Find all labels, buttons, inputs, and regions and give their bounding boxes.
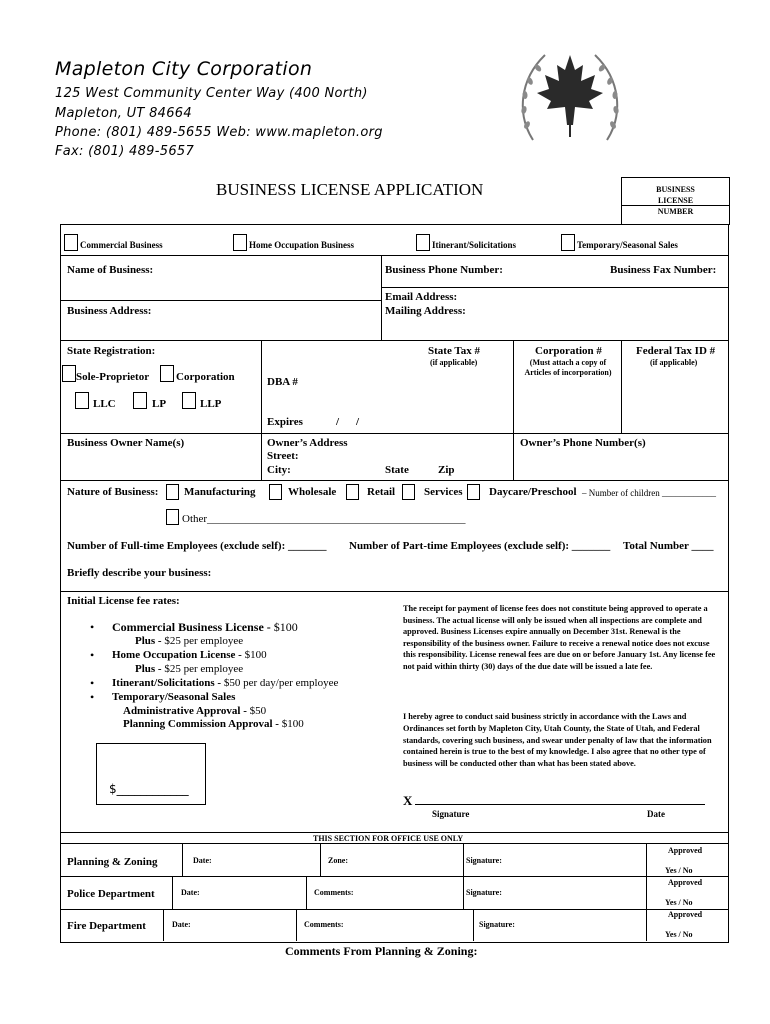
commercial-fee-amount: $100	[273, 620, 298, 634]
state-registration-label: State Registration:	[67, 345, 156, 357]
owner-state-field[interactable]: State	[385, 464, 409, 476]
lp-label: LP	[152, 398, 167, 410]
llc-checkbox[interactable]	[75, 392, 89, 409]
fee-amount-field: $____________	[109, 782, 189, 796]
signature-date-label: Date	[647, 809, 665, 819]
commercial-fee-line	[112, 620, 298, 635]
owner-address-label: Owner’s Address	[267, 437, 348, 449]
agreement-text: I hereby agree to conduct said business strictly in accordance with the Laws and Ordinances set forth by Mapleton City, Utah County, the State of Utah, and Federal standards, covering such business, and swear under penalty of law that the information contained herein is true to the best of my knowledge. I also agree that no other type of business will be conducted other than what has been stated above.	[403, 712, 712, 769]
children-count-field[interactable]: – Number of children ____________	[582, 488, 716, 498]
llc-label: LLC	[93, 398, 116, 410]
state-tax-note: (if applicable)	[430, 358, 478, 367]
email-field[interactable]: Email Address:	[385, 291, 458, 303]
police-comments-field[interactable]: Comments:	[314, 888, 354, 897]
signature-label: Signature	[432, 809, 470, 819]
other-checkbox[interactable]	[166, 509, 179, 525]
admin-fee-label: Administrative Approval -	[123, 705, 250, 717]
bullet-3: •	[90, 676, 95, 690]
planning-yes-no[interactable]: Yes / No	[665, 866, 693, 875]
lp-checkbox[interactable]	[133, 392, 147, 409]
planning-approved-label: Approved	[668, 846, 703, 855]
itinerant-fee-amount: $50 per day/per employee	[223, 677, 339, 689]
org-address: 125 West Community Center Way (400 North)	[55, 86, 368, 101]
planning-fee-label: Planning Commission Approval -	[123, 718, 282, 730]
license-number-label: BUSINESS LICENSE NUMBER	[656, 185, 695, 216]
fire-date-field[interactable]: Date:	[172, 920, 191, 929]
corporation-label: Corporation	[176, 371, 235, 383]
corporation-number-note: (Must attach a copy of Articles of incorporation)	[524, 358, 612, 377]
police-date-field[interactable]: Date:	[181, 888, 200, 897]
dba-field[interactable]: DBA #	[267, 376, 298, 388]
org-name: Mapleton City Corporation	[55, 58, 313, 80]
other-field[interactable]: Other_______________________________________________	[182, 513, 466, 525]
services-checkbox[interactable]	[402, 484, 415, 500]
fire-yes-no[interactable]: Yes / No	[665, 930, 693, 939]
llp-checkbox[interactable]	[182, 392, 196, 409]
itinerant-fee-label: Itinerant/Solicitations -	[112, 677, 224, 689]
plus-label-2: Plus -	[135, 663, 165, 675]
planning-signature-field[interactable]: Signature:	[466, 856, 502, 865]
part-time-employees-field[interactable]: Number of Part-time Employees (exclude self): _______	[349, 540, 611, 552]
commercial-business-label: Commercial Business	[80, 240, 163, 250]
mailing-address-field[interactable]: Mailing Address:	[385, 305, 466, 317]
services-label: Services	[424, 486, 463, 498]
sole-proprietor-label: Sole-Proprietor	[76, 371, 150, 383]
expires-slash-1: /	[336, 416, 340, 428]
police-department-label: Police Department	[67, 888, 155, 900]
police-approved-label: Approved	[668, 878, 703, 887]
signature-x: X	[403, 793, 413, 808]
planning-zone-field[interactable]: Zone:	[328, 856, 348, 865]
federal-tax-note: (if applicable)	[650, 358, 698, 367]
itinerant-fee-line	[112, 677, 338, 689]
org-fax: Fax: (801) 489-5657	[55, 144, 195, 159]
commercial-fee-label: Commercial Business License -	[112, 620, 274, 634]
daycare-checkbox[interactable]	[467, 484, 480, 500]
owner-zip-field[interactable]: Zip	[438, 464, 455, 476]
form-title: BUSINESS LICENSE APPLICATION	[216, 180, 484, 199]
retail-label: Retail	[367, 486, 396, 498]
wholesale-checkbox[interactable]	[269, 484, 282, 500]
admin-fee-line	[123, 705, 266, 717]
planning-fee-amount: $100	[281, 718, 304, 730]
temporary-fee-label: Temporary/Seasonal Sales	[112, 691, 236, 703]
fire-comments-field[interactable]: Comments:	[304, 920, 344, 929]
owner-phone-field[interactable]: Owner’s Phone Number(s)	[520, 437, 646, 449]
daycare-label: Daycare/Preschool	[489, 486, 577, 498]
plus-amount-1: $25 per employee	[164, 635, 244, 647]
planning-fee-line	[123, 718, 304, 730]
expires-slash-2: /	[356, 416, 360, 428]
police-yes-no[interactable]: Yes / No	[665, 898, 693, 907]
office-use-header: THIS SECTION FOR OFFICE USE ONLY	[313, 834, 464, 843]
business-phone-field[interactable]: Business Phone Number:	[385, 264, 503, 276]
home-fee-label: Home Occupation License -	[112, 649, 245, 661]
owner-street-field[interactable]: Street:	[267, 450, 299, 462]
license-notice: The receipt for payment of license fees does not constitute being approved to operate a business. The actual license will only be issued when all inspections are complete and approved. Business Licenses expire annually on December 31st. Renewal is the responsibility of the business owner. Failure to receive a renewal notice does not excuse this responsibility. License renewal fees are due on or before January 1st. Any license fee not paid within thirty (30) days of the due date will be issued a late fee.	[403, 604, 716, 671]
fire-signature-field[interactable]: Signature:	[479, 920, 515, 929]
bullet-4: •	[90, 690, 95, 704]
wholesale-label: Wholesale	[288, 486, 337, 498]
commercial-business-checkbox[interactable]	[64, 234, 78, 251]
total-employees-field[interactable]: Total Number ____	[623, 540, 714, 552]
federal-tax-field[interactable]: Federal Tax ID #	[636, 345, 716, 357]
plus-fee-2	[135, 663, 243, 675]
license-number-box[interactable]	[621, 177, 730, 225]
sole-proprietor-checkbox[interactable]	[62, 365, 76, 382]
home-occupation-checkbox[interactable]	[233, 234, 247, 251]
business-name-field[interactable]: Name of Business:	[67, 264, 154, 276]
itinerant-checkbox[interactable]	[416, 234, 430, 251]
retail-checkbox[interactable]	[346, 484, 359, 500]
fire-department-label: Fire Department	[67, 920, 146, 932]
manufacturing-label: Manufacturing	[184, 486, 256, 498]
home-fee-amount: $100	[244, 649, 267, 661]
home-occupation-label: Home Occupation Business	[249, 240, 355, 250]
police-signature-field[interactable]: Signature:	[466, 888, 502, 897]
owner-name-field[interactable]: Business Owner Name(s)	[67, 437, 185, 449]
corporation-number-field[interactable]: Corporation #	[535, 345, 602, 357]
admin-fee-amount: $50	[249, 705, 267, 717]
business-address-field[interactable]: Business Address:	[67, 305, 152, 317]
planning-zoning-label: Planning & Zoning	[67, 856, 158, 868]
org-city: Mapleton, UT 84664	[55, 106, 192, 121]
corporation-checkbox[interactable]	[160, 365, 174, 382]
planning-date-field[interactable]: Date:	[193, 856, 212, 865]
owner-city-field[interactable]: City:	[267, 464, 291, 476]
full-time-employees-field[interactable]: Number of Full-time Employees (exclude self): _______	[67, 540, 327, 552]
maple-leaf-seal-icon	[515, 45, 625, 150]
business-fax-field[interactable]: Business Fax Number:	[610, 264, 717, 276]
comments-title: Comments From Planning & Zoning:	[285, 944, 478, 958]
fee-heading: Initial License fee rates:	[67, 595, 180, 607]
org-phone-web: Phone: (801) 489-5655 Web: www.mapleton.org	[55, 125, 383, 140]
fee-amount-box[interactable]	[96, 743, 206, 805]
expires-field[interactable]: Expires	[267, 416, 303, 428]
home-fee-line	[112, 649, 267, 661]
plus-label-1: Plus -	[135, 635, 165, 647]
state-tax-field[interactable]: State Tax #	[428, 345, 480, 357]
temporary-seasonal-checkbox[interactable]	[561, 234, 575, 251]
fire-approved-label: Approved	[668, 910, 703, 919]
nature-label: Nature of Business:	[67, 486, 159, 498]
describe-business-field[interactable]: Briefly describe your business:	[67, 567, 212, 579]
manufacturing-checkbox[interactable]	[166, 484, 179, 500]
llp-label: LLP	[200, 398, 222, 410]
signature-line[interactable]	[415, 804, 705, 805]
plus-amount-2: $25 per employee	[164, 663, 244, 675]
itinerant-label: Itinerant/Solicitations	[432, 240, 517, 250]
bullet-2: •	[90, 648, 95, 662]
bullet-1: •	[90, 620, 95, 634]
temporary-seasonal-label: Temporary/Seasonal Sales	[577, 240, 678, 250]
plus-fee-1	[135, 635, 243, 647]
